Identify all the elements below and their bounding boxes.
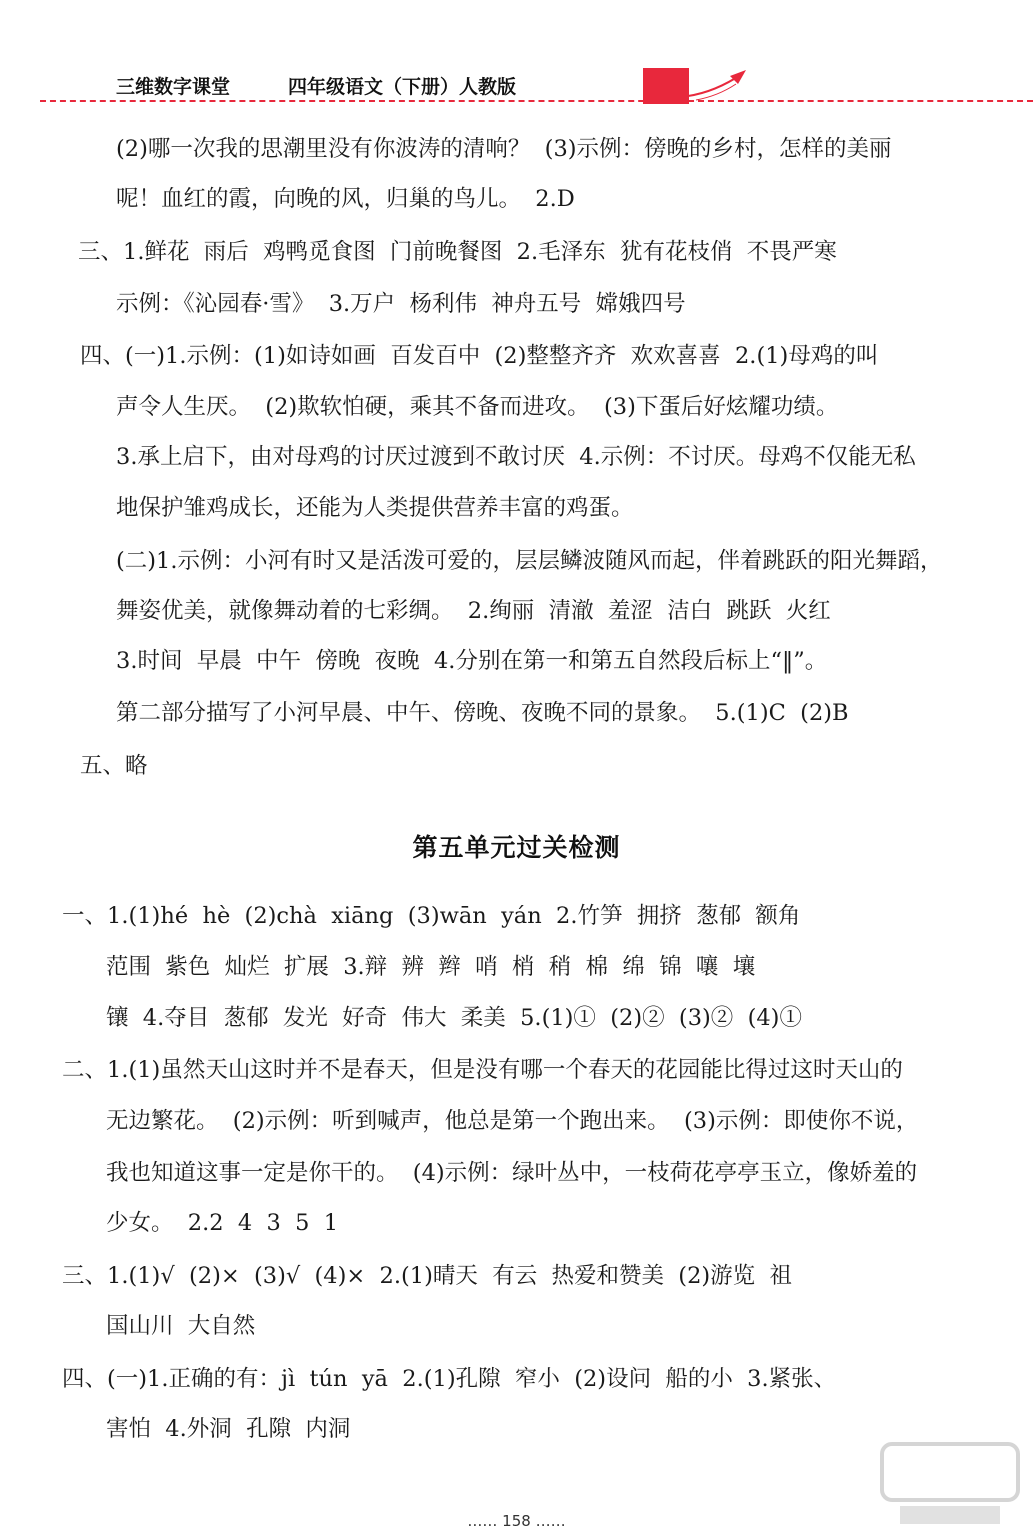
answer-line: 地保护雏鸡成长，还能为人类提供营养丰富的鸡蛋。 [116, 495, 634, 521]
answer-line: (2)哪一次我的思潮里没有你波涛的清响？ (3)示例：傍晚的乡村，怎样的美丽 [116, 136, 892, 162]
answer-line: 无边繁花。 (2)示例：听到喊声，他总是第一个跑出来。 (3)示例：即使你不说， [106, 1108, 919, 1134]
answer-line: 范围 紫色 灿烂 扩展 3.辩 辨 辫 哨 梢 稍 棉 绵 锦 嚷 壤 [106, 954, 756, 980]
answer-line: 我也知道这事一定是你干的。 (4)示例：绿叶丛中，一枝荷花亭亭玉立，像娇羞的 [106, 1160, 918, 1186]
answer-line: 三、1.鲜花 雨后 鸡鸭觅食图 门前晚餐图 2.毛泽东 犹有花枝俏 不畏严寒 [78, 239, 837, 265]
answer-line: 3.承上启下，由对母鸡的讨厌过渡到不敢讨厌 4.示例：不讨厌。母鸡不仅能无私 [116, 444, 916, 470]
page-number: 158 [502, 1512, 531, 1530]
answer-line: 示例：《沁园春·雪》 3.万户 杨利伟 神舟五号 嫦娥四号 [116, 291, 686, 317]
page-dots-left: …… [467, 1512, 498, 1530]
answer-line: 镶 4.夺目 葱郁 发光 好奇 伟大 柔美 5.(1)① (2)② (3)② (4)① [106, 1005, 802, 1031]
answer-line: 第二部分描写了小河早晨、中午、傍晚、夜晚不同的景象。 5.(1)C (2)B [116, 700, 849, 726]
answer-line: 二、1.(1)虽然天山这时并不是春天，但是没有哪一个春天的花园能比得过这时天山的 [62, 1057, 903, 1083]
answer-line: 三、1.(1)√ (2)× (3)√ (4)× 2.(1)晴天 有云 热爱和赞美 (2)游览 祖 [62, 1263, 792, 1289]
answer-line: 害怕 4.外洞 孔隙 内洞 [106, 1416, 351, 1442]
answer-line: 国山川 大自然 [106, 1313, 256, 1339]
answer-line: 呢！血红的霞，向晚的风，归巢的鸟儿。 2.D [116, 186, 575, 212]
answer-line: 四、(一)1.示例：(1)如诗如画 百发百中 (2)整整齐齐 欢欢喜喜 2.(1)母鸡的叫 [80, 343, 879, 369]
watermark-logo [880, 1440, 1020, 1530]
series-title: 三维数字课堂 [116, 76, 231, 98]
section-title: 第五单元过关检测 [412, 833, 621, 862]
answer-line: (二)1.示例：小河有时又是活泼可爱的，层层鳞波随风而起，伴着跳跃的阳光舞蹈， [116, 548, 943, 574]
answer-line: 少女。 2.2 4 3 5 1 [106, 1210, 339, 1236]
page-dots-right: …… [535, 1512, 566, 1530]
answer-line: 五、略 [80, 753, 148, 779]
answer-line: 声令人生厌。 (2)欺软怕硬，乘其不备而进攻。 (3)下蛋后好炫耀功绩。 [116, 394, 839, 420]
book-title: 四年级语文（下册）人教版 [288, 76, 517, 98]
page-footer [0, 1512, 1033, 1530]
page-header [0, 0, 1033, 110]
answer-line: 舞姿优美，就像舞动着的七彩绸。 2.绚丽 清澈 羞涩 洁白 跳跃 火红 [116, 598, 831, 624]
answer-line: 一、1.(1)hé hè (2)chà xiāng (3)wān yán 2.竹笋 拥挤 葱郁 额角 [62, 903, 801, 929]
answer-line: 3.时间 早晨 中午 傍晚 夜晚 4.分别在第一和第五自然段后标上“‖”。 [116, 648, 828, 674]
header-divider [40, 100, 1033, 102]
answer-line: 四、(一)1.正确的有：jì tún yā 2.(1)孔隙 窄小 (2)设问 船的小 3.紧张、 [62, 1366, 837, 1392]
